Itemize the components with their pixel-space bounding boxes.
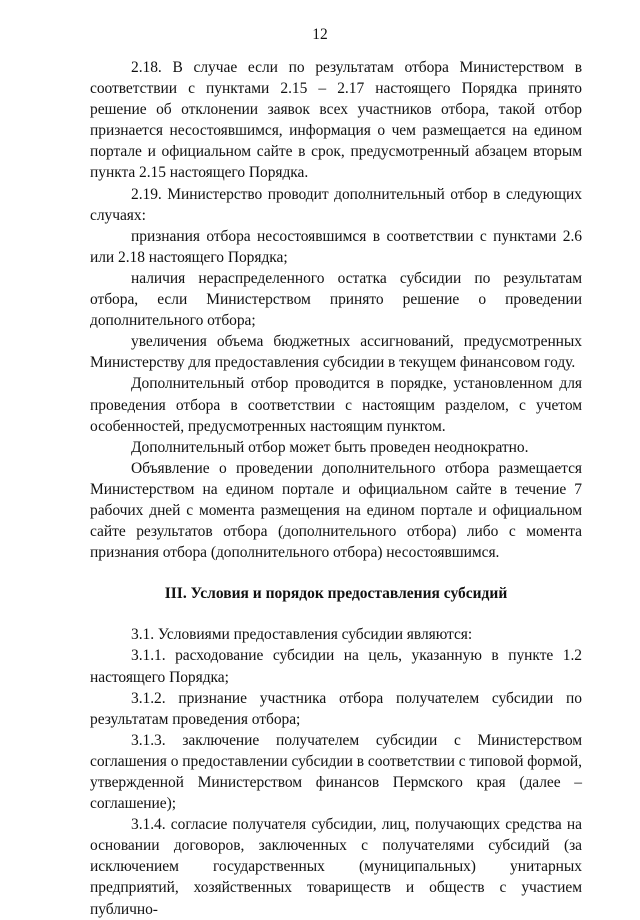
paragraph-2-19: 2.19. Министерство проводит дополнительный отбор в следующих случаях: — [90, 185, 582, 224]
paragraph-2-18: 2.18. В случае если по результатам отбора Министерством в соответствии с пунктами 2.15 – 2.17 настоящего Порядка принято решение об отклонении заявок всех участников отбора, такой отбор признается несостоявшимся, информация о чем размещается на едином портале и официальном сайте в срок, предусмотренный абзацем вторым пункта 2.15 настоящего Порядка. — [90, 59, 582, 182]
paragraph-2-19-case-2: наличия нераспределенного остатка субсидии по результатам отбора, если Министерством принято решение о проведении дополнительного отбора; — [90, 269, 582, 330]
paragraph-2-19-case-1: признания отбора несостоявшимся в соответствии с пунктами 2.6 или 2.18 настоящего Порядка; — [90, 227, 582, 266]
paragraph-additional-selection-repeat: Дополнительный отбор может быть проведен неоднократно. — [131, 438, 529, 456]
paragraph-3-1-4: 3.1.4. согласие получателя субсидии, лиц, получающих средства на основании договоров, заключенных с получателями субсидий (за исключением государственных (муниципальных) унитарных предприятий, хозяйственных товариществ и обществ с участием публично- — [90, 816, 582, 918]
paragraph-3-1-2: 3.1.2. признание участника отбора получателем субсидии по результатам проведения отбора; — [90, 689, 582, 728]
paragraph-2-19-case-3: увеличения объема бюджетных ассигнований, предусмотренных Министерству для предоставления субсидии в текущем финансовом году. — [90, 333, 582, 372]
paragraph-3-1: 3.1. Условиями предоставления субсидии являются: — [131, 626, 473, 644]
section-heading: III. Условия и порядок предоставления субсидий — [164, 585, 508, 603]
paragraph-additional-selection-order: Дополнительный отбор проводится в порядке, установленном для проведения отбора в соответствии с настоящим разделом, с учетом особенностей, предусмотренных настоящим пунктом. — [90, 375, 582, 435]
page-number: 12 — [312, 26, 328, 43]
paragraph-3-1-1: 3.1.1. расходование субсидии на цель, указанную в пункте 1.2 настоящего Порядка; — [90, 647, 582, 686]
paragraph-additional-selection-announcement: Объявление о проведении дополнительного отбора размещается Министерством на едином портале и официальном сайте в течение 7 рабочих дней с момента размещения на едином портале и официальном сайте результатов отбора (дополнительного отбора) либо с момента признания отбора (дополнительного отбора) несостоявшимся. — [90, 459, 582, 562]
paragraph-3-1-3: 3.1.3. заключение получателем субсидии с Министерством соглашения о предоставлении субсидии в соответствии с типовой формой, утвержденной Министерством финансов Пермского края (далее – соглашение); — [90, 731, 582, 813]
document-body — [90, 57, 582, 920]
